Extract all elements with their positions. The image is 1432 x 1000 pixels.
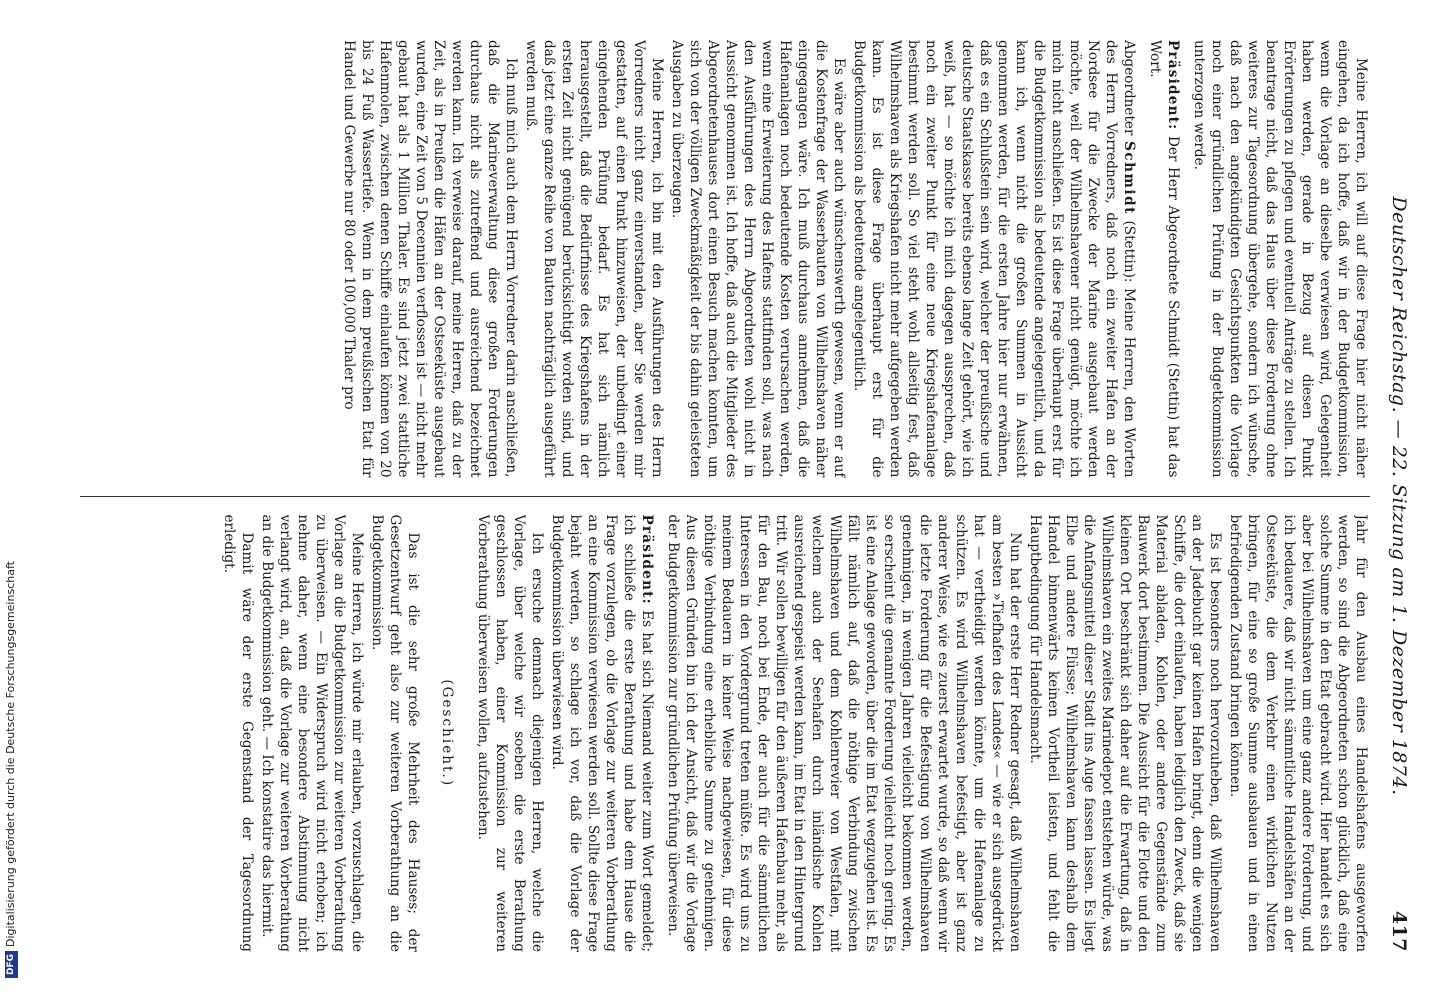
paragraph: Jahr für den Ausbau eines Handelshafens ausgeworfen werden, so sind die Abgeordneten schon glücklich, daß eine solche Summe in den Etat gebracht wird. Hier handelt es sich aber bei Wilhelmshaven um eine ganz andere Forderung, und ich bedauere, daß wir nicht sämmtliche Handelshäfen an der Ostseeküste, die dem Verkehr einen wirklichen Nutzen bringen, für eine so große Summe ausbauen und in einen befriedigenden Zustand bringen können. [1227,514,1369,952]
stage-direction: (Geschieht.) [439,679,455,788]
column-divider [80,496,1370,497]
document-page [60,0,1432,1000]
speaker-text: (Stettin): Meine Herren, den Worten des Herrn Vorredners, daß noch ein zweiter Hafen an der Nordsee für die Zwecke der Marine ausgebaut werden möchte, weil der Wilhelmshavener nicht genügt, möchte ich mich nicht anschließen. Es ist diese Frage überhaupt erst für die Budgetkommission als bedeutende angelegentlich, und da kann ich, wenn nicht die großen Summen in Aussicht genommen werden, für die ersten Jahre hier nur erwähnen, daß es ein Schlußstein sein wird, welcher der preußische und deutsche Staatskasse bereits ebenso lange Zeit gehört, wie ich weiß, hat — so möchte ich mich dagegen aussprechen, daß noch ein zweiter Punkt für eine neue Kriegshafenanlage bestimmt werden soll. So viel steht wohl allseitig fest, daß Wilhelmshaven als Kriegshafen nicht mehr aufgegeben werden kann. Es ist diese Frage überhaupt erst für die Budgetkommission als bedeutende angelegentlich. [851,40,1137,478]
dfg-logo-icon: DFG [5,951,18,978]
paragraph: Meine Herren, ich bin mit den Ausführungen des Herrn Vorredners nicht ganz einverstanden, aber Sie werden mir gestatten, auf einen Punkt hinzuweisen, der unbedingt einer eingehenden Prüfung bedarf. Es hat sich nämlich herausgestellt, daß die Bedürfnisse des Kriegshafens in der ersten Zeit nicht genügend berücksichtigt worden sind, und daß jetzt eine ganze Reihe von Bauten nachträglich ausgeführt werden muß. [523,40,665,478]
paragraph: Meine Herren, ich will auf diese Frage hier nicht näher eingehen, da ich hoffe, daß wir in der Budgetkommission, wenn die Vorlage an dieselbe verwiesen wird, Gelegenheit haben werden, gerade in Bezug auf diesen Punkt Erörterungen zu pflegen und eventuell Anträge zu stellen. Ich beantrage nicht, daß das Haus über diese Forderung ohne weiteres zur Tagesordnung übergehe, sondern ich wünsche, daß nach den angekündigten Gesichtspunkten die Vorlage noch einer gründlichen Prüfung in der Budgetkommission unterzogen werde. [1191,40,1369,478]
speaker-role: Präsident: [1165,40,1181,131]
text-columns [80,40,1370,952]
speaker-name: Schmidt [1121,141,1137,215]
speaker-heading [1146,40,1182,478]
page-number: 417 [1388,910,1410,952]
right-column [80,515,1370,953]
digitization-text: Digitalisierung gefördert durch die Deutsche Forschungsgemeinschaft [4,561,17,947]
running-title: Deutscher Reichstag. — 22. Sitzung am 1. Dezember 1874. [1388,196,1410,796]
paragraph: Es ist besonders noch hervorzuheben, daß Wilhelmshaven an der Jadebucht gar keinen Hafen bringt, denn die wenigen Schiffe, die dort einlaufen, haben lediglich den Zweck, daß sie Material abladen, Kohlen, oder andere Gegenstände zum Bauwerk dort bestimmen. Die Aussicht für die Flotte und den kleinen Ort beschränkt sich daher auf die Erwartung, daß in Wilhelmshaven ein zweites Marinedepot entstehen würde, was die Anfangsmittel dieser Stadt ins Auge fassen lassen. Es liegt Elbe und andere Flüsse; Wilhelmshaven kann deshalb dem Handel binnenwärts keinen Vortheil leisten, und fehlt die Hauptbedingung für Handelsmacht. [1027,514,1223,952]
page-header [1380,40,1410,952]
left-column [80,40,1370,478]
speaker-heading [850,40,1138,478]
paragraph: Nun hat der erste Herr Redner gesagt, daß Wilhelmshaven am besten »Tiefhafen des Landes« — wie er sich ausgedrückt hat — vertheidigt werden könnte, um die Hafenanlage zu schützen. Es wird Wilhelmshaven befestigt, aber ist ganz anderer Weise, wie es zuerst erwartet wurde, so daß wenn wir die letzte Forderung für die Befestigung von Wilhelmshaven genehmigen, in wenigen Jahren vielleicht bekommen werden, so erscheint die genannte Forderung vielleicht noch gering. Es ist eine Anlage geworden, über die im Etat wegzugehen ist. Es fällt nämlich auf, daß die nöthige Verbindung zwischen Wilhelmshaven und dem Kohlenrevier von Westfalen, mit welchem auch der Seehafen durch inländische Kohlen ausreichend gespeist werden kann, im Etat in den Hintergrund tritt. Wir sollen bewilligen für den äußeren Hafenbau mehr, als für den Bau, noch bei Ende, der auch für die sämmtlichen Interessen in den Vordergrund treten müßte. Es wird uns zu meinem Bedauern in keiner Weise nachgewiesen, für diese nöthige Verbindung eine erhebliche Summe zu genehmigen. Aus diesen Gründen bin ich der Ansicht, daß wir die Vorlage der Budgetkommission zur gründlichen Prüfung überweisen. [665,514,1023,952]
paragraph: Ich muß mich auch dem Herrn Vorredner darin anschließen, daß die Marineverwaltung diese großen Forderungen durchaus nicht als zutreffend und ausreichend bezeichnet werden kann. Ich verweise darauf, meine Herren, daß zu der Zeit, als in Preußen die Häfen an der Ostseeküste ausgebaut wurden, eine Zeit von 5 Decennien verflossen ist — nicht mehr gebaut hat als 1 Million Thaler. Es sind jetzt zwei stattliche Hafenmolen, zwischen denen Schiffe einlaufen können von 20 bis 24 Fuß Wassertiefe. Wenn in dem preußischen Etat für Handel und Gewerbe nur 80 oder 100,000 Thaler pro [341,40,519,478]
paragraph: Damit wäre der erste Gegenstand der Tagesordnung erledigt. [221,514,255,952]
speaker-heading [548,515,656,953]
paragraph: Meine Herren, ich würde mir erlauben, vorzuschlagen, die Vorlage an die Budgetkommission zur weiteren Vorberathung zu überweisen. — Ein Widerspruch wird nicht erhoben; ich nehme daher, wenn eine besondere Abstimmung nicht verlangt wird, an, daß die Vorlage zur weiteren Vorberathung an die Budgetkommission geht. — Ich konstatire das hiermit. [259,514,365,952]
speaker-text: Es hat sich Niemand weiter zum Wort gemeldet; ich schließe die erste Berathung und habe dem Hause die Frage vorzulegen, ob die Vorlage zur weiteren Vorberathung an eine Kommission verwiesen werden soll. Sollte diese Frage bejaht werden, so schlage ich vor, daß die Vorlage der Budgetkommission überwiesen wird. [549,514,655,952]
speaker-text: Der Herr Abgeordnete Schmidt (Stettin) hat das Wort. [1147,40,1181,478]
speaker-prefix: Abgeordneter [1121,40,1137,136]
speaker-role: Präsident: [639,514,655,605]
paragraph: Es wäre aber auch wünschenswerth gewesen, wenn er auf die Kostenfrage der Wasserbauten von Wilhelmshaven näher eingegangen wäre. Ich muß durchaus annehmen, daß die Hafenanlagen noch bedeutende Kosten verursachen werden, wenn eine Erweiterung des Hafens stattfinden soll, was nach den Ausführungen des Herrn Abgeordneten wohl nicht in Aussicht genommen ist. Ich hoffe, daß auch die Mitglieder des Abgeordnetenhauses dort einen Besuch machen konnten, um sich von der völligen Zweckmäßigkeit der bis dahin geleisteten Ausgaben zu überzeugen. [669,40,847,478]
digitization-note [2,0,20,1000]
paragraph: Ich ersuche demnach diejenigen Herren, welche die Vorlage, über welche wir soeben die erste Berathung geschlossen haben, einer Kommission zur weiteren Vorberathung überweisen wollen, aufzustehen. [475,514,545,952]
paragraph: Das ist die sehr große Mehrheit des Hauses; der Gesetzentwurf geht also zur weiteren Vorberathung an die Budgetkommission. [369,514,421,952]
